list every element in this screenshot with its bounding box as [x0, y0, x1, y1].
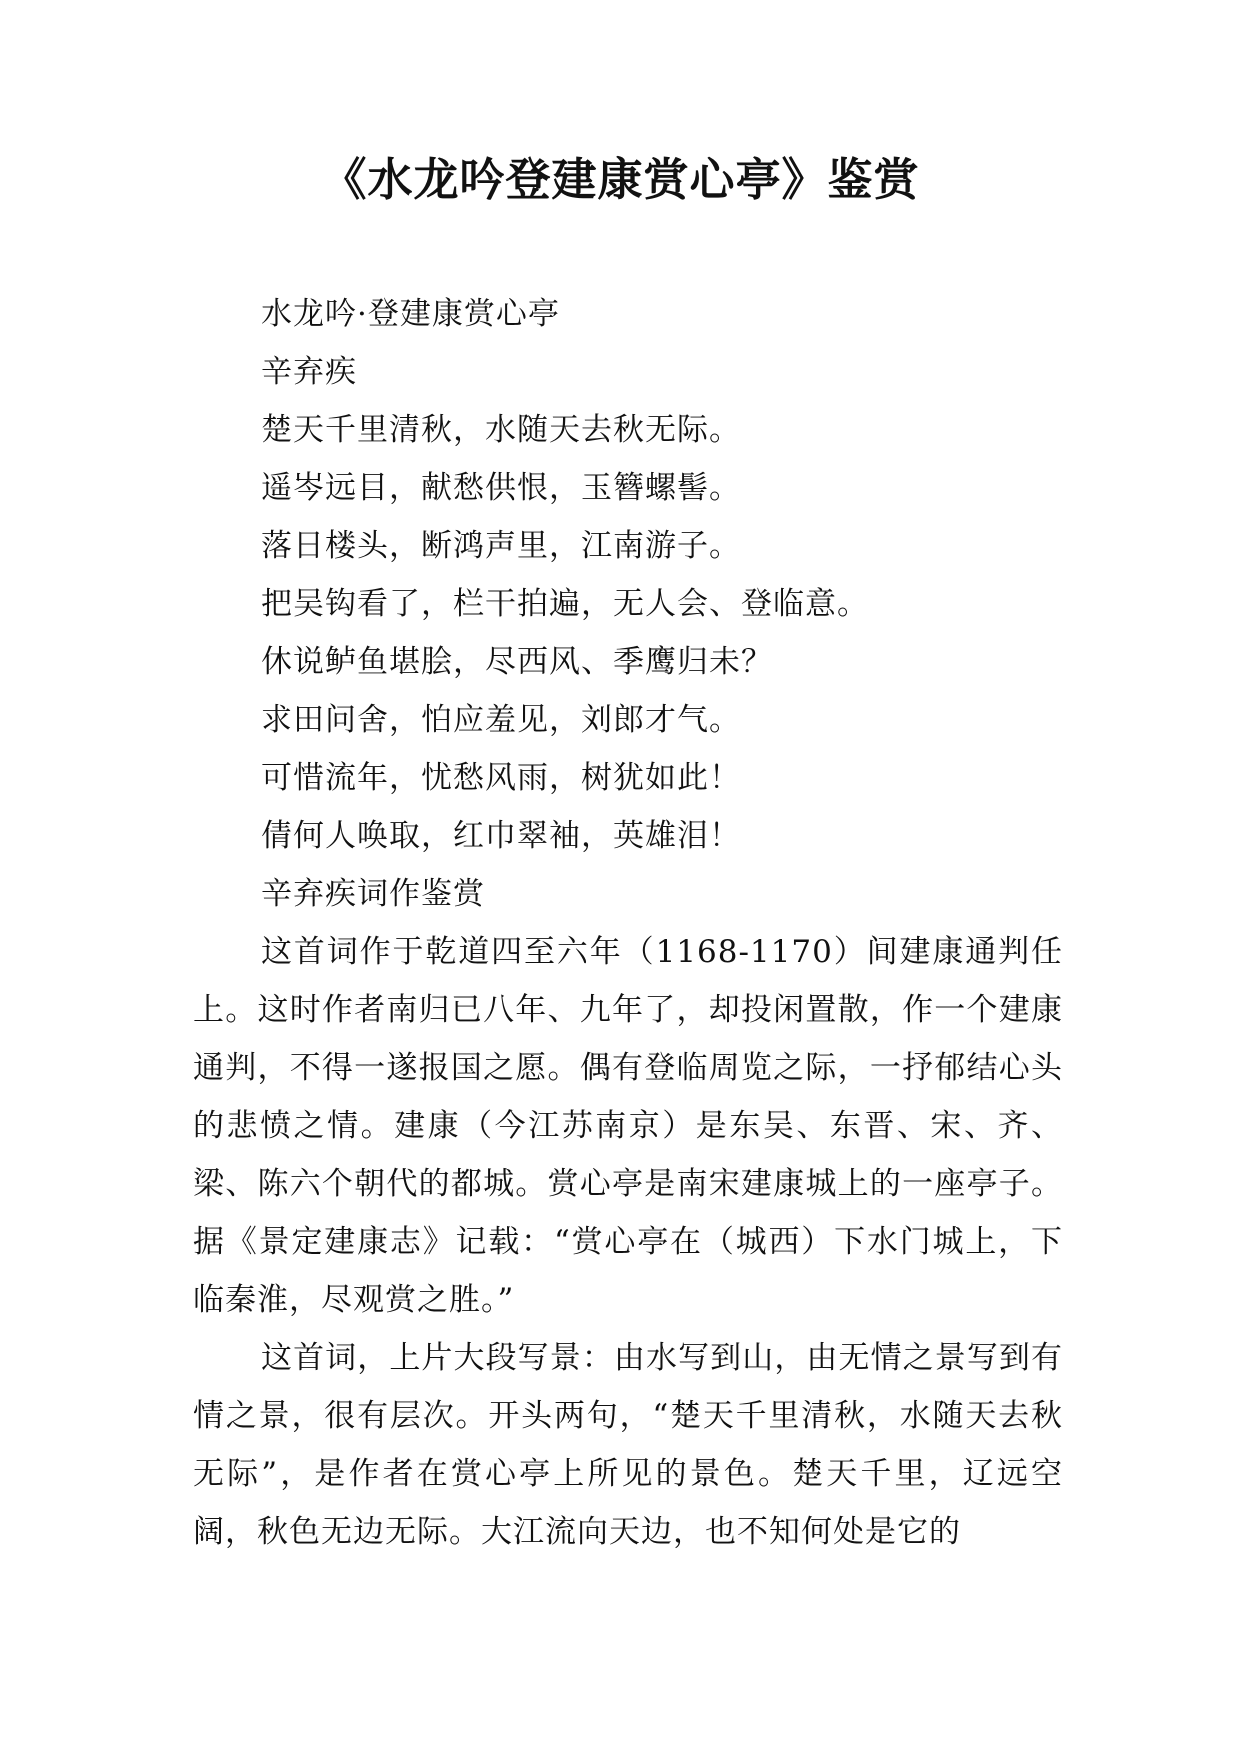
poem-line: 楚天千里清秋，水随天去秋无际。 — [261, 412, 741, 448]
poem-line: 落日楼头，断鸿声里，江南游子。 — [261, 528, 741, 564]
section-heading: 辛弃疾词作鉴赏 — [261, 876, 485, 912]
document-body — [193, 285, 1063, 1561]
poem-line: 休说鲈鱼堪脍，尽西风、季鹰归未？ — [261, 644, 773, 680]
body-paragraph: 这首词作于乾道四至六年（1168-1170）间建康通判任上。这时作者南归已八年、九年了，却投闲置散，作一个建康通判，不得一遂报国之愿。偶有登临周览之际，一抒郁结心头的悲愤之情。建康（今江苏南京）是东吴、东晋、宋、齐、梁、陈六个朝代的都城。赏心亭是南宋建康城上的一座亭子。据《景定建康志》记载：“赏心亭在（城西）下水门城上，下临秦淮，尽观赏之胜。” — [193, 934, 1063, 1318]
poem-line: 倩何人唤取，红巾翠袖，英雄泪！ — [261, 818, 741, 854]
poem-line: 把吴钩看了，栏干拍遍，无人会、登临意。 — [261, 586, 869, 622]
poem-line: 遥岑远目，献愁供恨，玉簪螺髻。 — [261, 470, 741, 506]
document-title: 《水龙吟登建康赏心亭》鉴赏 — [321, 153, 920, 206]
poem-author: 辛弃疾 — [261, 354, 357, 390]
poem-line: 求田问舍，怕应羞见，刘郎才气。 — [261, 702, 741, 738]
poem-line: 可惜流年，忧愁风雨，树犹如此！ — [261, 760, 741, 796]
body-paragraph: 这首词，上片大段写景：由水写到山，由无情之景写到有情之景，很有层次。开头两句，“楚天千里清秋，水随天去秋无际”，是作者在赏心亭上所见的景色。楚天千里，辽远空阔，秋色无边无际。大江流向天边，也不知何处是它的 — [193, 1340, 1063, 1550]
poem-name: 水龙吟·登建康赏心亭 — [261, 296, 560, 332]
